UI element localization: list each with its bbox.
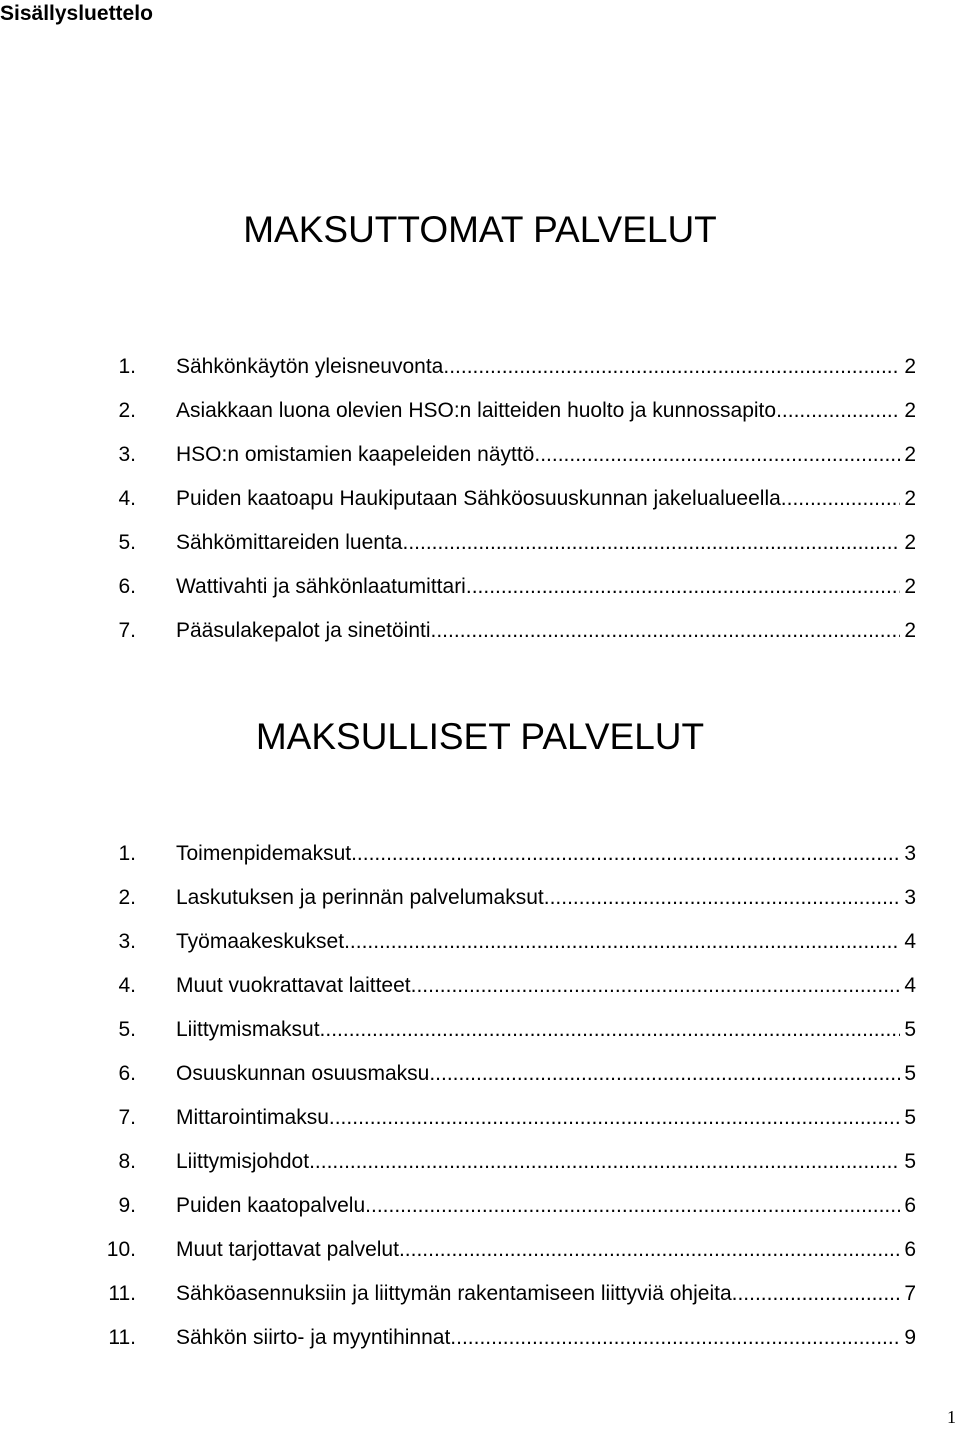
toc-entry[interactable] bbox=[60, 1096, 916, 1140]
toc-dot-leader bbox=[320, 1008, 901, 1052]
toc-entry[interactable] bbox=[60, 565, 916, 609]
toc-entry-number: 5. bbox=[118, 1018, 136, 1041]
toc-dot-leader bbox=[466, 565, 900, 609]
toc-entry-label: Muut vuokrattavat laitteet bbox=[176, 974, 411, 997]
toc-entry[interactable] bbox=[60, 433, 916, 477]
toc-entry-page: 4 bbox=[904, 930, 916, 953]
toc-entry-label: Liittymismaksut bbox=[176, 1018, 320, 1041]
toc-entry[interactable] bbox=[60, 521, 916, 565]
toc-entry-page: 3 bbox=[904, 886, 916, 909]
toc-entry-label: Sähkön siirto- ja myyntihinnat bbox=[176, 1326, 451, 1349]
toc-entry-number: 6. bbox=[118, 575, 136, 598]
toc-entry-number: 11. bbox=[108, 1326, 136, 1349]
toc-entry[interactable] bbox=[60, 1184, 916, 1228]
toc-entry-number: 7. bbox=[118, 1106, 136, 1129]
toc-dot-leader bbox=[329, 1096, 900, 1140]
toc-entry[interactable] bbox=[60, 477, 916, 521]
toc-entry-number: 3. bbox=[118, 930, 136, 953]
toc-dot-leader bbox=[429, 1052, 900, 1096]
toc-entry[interactable] bbox=[60, 1272, 916, 1316]
section-title-free-services: MAKSUTTOMAT PALVELUT bbox=[243, 209, 717, 250]
toc-entry-label: Muut tarjottavat palvelut bbox=[176, 1238, 399, 1261]
page-number: 1 bbox=[947, 1407, 956, 1427]
toc-entry-number: 7. bbox=[118, 619, 136, 642]
toc-entry[interactable] bbox=[60, 964, 916, 1008]
toc-entry-label: Pääsulakepalot ja sinetöinti bbox=[176, 619, 431, 642]
toc-entry-label: Wattivahti ja sähkönlaatumittari bbox=[176, 575, 466, 598]
toc-entry-page: 5 bbox=[904, 1106, 916, 1129]
toc-entry-label: Sähköasennuksiin ja liittymän rakentamiseen liittyviä ohjeita bbox=[176, 1282, 732, 1305]
toc-entry-number: 10. bbox=[106, 1238, 136, 1261]
toc-entry-label: Osuuskunnan osuusmaksu bbox=[176, 1062, 430, 1085]
toc-entry-page: 4 bbox=[904, 974, 916, 997]
toc-entry-number: 1. bbox=[118, 355, 136, 378]
toc-entry[interactable] bbox=[60, 832, 916, 876]
toc-entry-label: HSO:n omistamien kaapeleiden näyttö bbox=[176, 443, 535, 466]
toc-entry-label: Mittarointimaksu bbox=[176, 1106, 329, 1129]
toc-dot-leader bbox=[309, 1140, 900, 1184]
toc-dot-leader bbox=[534, 433, 900, 477]
toc-entry-label: Sähkönkäytön yleisneuvonta bbox=[176, 355, 444, 378]
toc-entry-label: Liittymisjohdot bbox=[176, 1150, 310, 1173]
toc-dot-leader bbox=[344, 920, 900, 964]
toc-entry[interactable] bbox=[60, 1316, 916, 1360]
toc-entry[interactable] bbox=[60, 1052, 916, 1096]
toc-entry-label: Asiakkaan luona olevien HSO:n laitteiden huolto ja kunnossapito bbox=[176, 399, 777, 422]
toc-entry-page: 5 bbox=[904, 1018, 916, 1041]
toc-dot-leader bbox=[450, 1316, 900, 1360]
toc-entry-number: 5. bbox=[118, 531, 136, 554]
toc-entry-page: 5 bbox=[904, 1062, 916, 1085]
toc-dot-leader bbox=[544, 876, 901, 920]
toc-entry-page: 7 bbox=[904, 1282, 916, 1305]
toc-entry-page: 2 bbox=[904, 575, 916, 598]
toc-entry-number: 2. bbox=[118, 399, 136, 422]
toc-entry[interactable] bbox=[60, 389, 916, 433]
toc-entry-page: 2 bbox=[904, 355, 916, 378]
toc-entry-number: 9. bbox=[118, 1194, 136, 1217]
toc-dot-leader bbox=[443, 345, 900, 389]
toc-dot-leader bbox=[781, 477, 901, 521]
toc-entry-label: Puiden kaatopalvelu bbox=[176, 1194, 366, 1217]
toc-dot-leader bbox=[351, 832, 900, 876]
toc-entry-page: 6 bbox=[904, 1194, 916, 1217]
toc-dot-leader bbox=[365, 1184, 900, 1228]
toc-entry-label: Toimenpidemaksut bbox=[176, 842, 352, 865]
toc-entry-page: 6 bbox=[904, 1238, 916, 1261]
toc-entry-page: 2 bbox=[904, 399, 916, 422]
toc-entry-page: 2 bbox=[904, 531, 916, 554]
toc-entry-page: 3 bbox=[904, 842, 916, 865]
toc-entry[interactable] bbox=[60, 345, 916, 389]
toc-entry[interactable] bbox=[60, 609, 916, 653]
toc-entry[interactable] bbox=[60, 1008, 916, 1052]
toc-entry-number: 1. bbox=[118, 842, 136, 865]
toc-entry-number: 2. bbox=[118, 886, 136, 909]
toc-list-free-services bbox=[60, 345, 916, 653]
toc-entry-page: 2 bbox=[904, 487, 916, 510]
toc-entry[interactable] bbox=[60, 1140, 916, 1184]
toc-entry-number: 11. bbox=[108, 1282, 136, 1305]
toc-entry-label: Työmaakeskukset bbox=[176, 930, 345, 953]
toc-entry[interactable] bbox=[60, 876, 916, 920]
toc-entry-number: 4. bbox=[118, 487, 136, 510]
toc-entry-number: 4. bbox=[118, 974, 136, 997]
toc-entry[interactable] bbox=[60, 1228, 916, 1272]
toc-dot-leader bbox=[402, 521, 900, 565]
document-heading: Sisällysluettelo bbox=[0, 2, 153, 25]
toc-dot-leader bbox=[431, 609, 901, 653]
toc-entry-page: 2 bbox=[904, 619, 916, 642]
toc-entry-page: 2 bbox=[904, 443, 916, 466]
toc-entry-page: 5 bbox=[904, 1150, 916, 1173]
toc-entry[interactable] bbox=[60, 920, 916, 964]
toc-entry-label: Puiden kaatoapu Haukiputaan Sähköosuuskunnan jakelualueella bbox=[176, 487, 781, 510]
toc-dot-leader bbox=[732, 1272, 901, 1316]
toc-entry-page: 9 bbox=[904, 1326, 916, 1349]
toc-dot-leader bbox=[399, 1228, 900, 1272]
toc-list-paid-services bbox=[60, 832, 916, 1360]
toc-entry-number: 8. bbox=[118, 1150, 136, 1173]
toc-entry-number: 6. bbox=[118, 1062, 136, 1085]
toc-entry-label: Sähkömittareiden luenta bbox=[176, 531, 403, 554]
toc-dot-leader bbox=[776, 389, 900, 433]
toc-entry-label: Laskutuksen ja perinnän palvelumaksut bbox=[176, 886, 544, 909]
toc-dot-leader bbox=[411, 964, 901, 1008]
section-title-paid-services: MAKSULLISET PALVELUT bbox=[255, 716, 705, 757]
toc-entry-number: 3. bbox=[118, 443, 136, 466]
